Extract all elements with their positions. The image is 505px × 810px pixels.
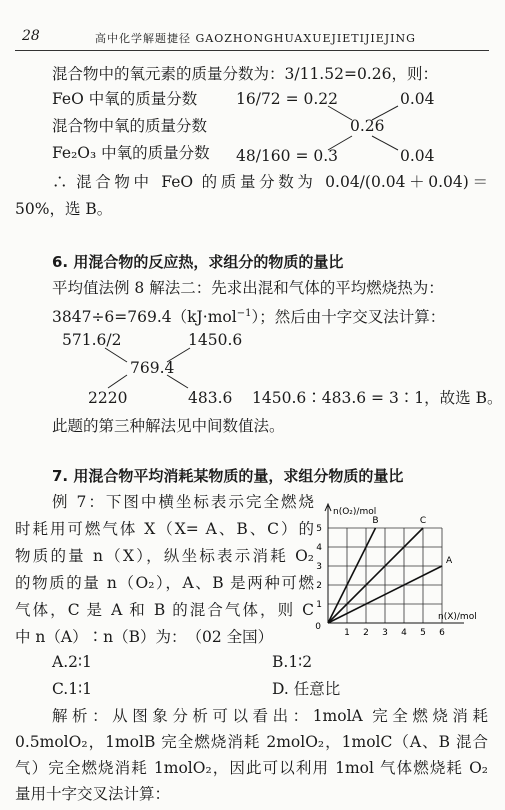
series-line-b xyxy=(328,528,376,623)
section-heading: 7. 用混合物平均消耗某物质的量，求组分物质的量比 xyxy=(52,467,404,485)
example-line: 时耗用可燃气体 X（X= A、B、C）的 xyxy=(15,520,314,538)
section-heading: 6. 用混合物的反应热，求组分的物质的量比 xyxy=(52,253,344,271)
cross-lines-2 xyxy=(0,300,505,420)
example-line: 例 7：下图中横坐标表示完全燃烧 xyxy=(52,493,314,511)
cross-lines-1 xyxy=(0,0,505,200)
cross-diff-top: 0.04 xyxy=(400,90,435,108)
analysis-line: 量用十字交叉法计算： xyxy=(15,785,171,803)
series-label-c: C xyxy=(419,516,427,526)
analysis-line: 0.5molO₂，1molB 完全燃烧消耗 2molO₂，1molC（A、B 混合 xyxy=(15,733,488,751)
example-line: 中 n（A）∶n（B）为： （02 全国） xyxy=(15,628,274,646)
x-tick-label: 1 xyxy=(344,628,350,638)
cross-diff-bottom: 0.04 xyxy=(400,147,435,165)
option-a: A.2∶1 xyxy=(52,653,92,671)
x-tick-label: 2 xyxy=(363,628,369,638)
example-line: 的物质的量 n（O₂），A、B 是两种可燃 xyxy=(15,574,314,592)
conclusion-line: ∴ 混合物中 FeO 的质量分数为 0.04/(0.04＋0.04)＝ xyxy=(52,173,488,191)
text-line: 3847÷6=769.4（kJ·mol$^{-1}$）；然后由十字交叉法计算： xyxy=(52,308,446,327)
cross-value: 571.6/2 xyxy=(62,331,122,349)
cross-label-mixture: 混合物中氧的质量分数 xyxy=(52,117,208,135)
example-line: 物质的量 n（X），纵坐标表示消耗 O₂ xyxy=(15,547,314,565)
y-axis-label: n(O₂)/mol xyxy=(333,507,377,517)
cross-value: 1450.6 xyxy=(188,331,243,349)
example-line: 气体，C 是 A 和 B 的混合气体，则 C xyxy=(15,601,314,619)
x-tick-label: 5 xyxy=(420,628,426,638)
y-tick-label: 2 xyxy=(316,581,322,591)
option-c: C.1∶1 xyxy=(52,680,92,698)
y-tick-label: 1 xyxy=(316,600,322,610)
option-b: B.1∶2 xyxy=(272,653,313,671)
option-d: D. 任意比 xyxy=(272,680,341,698)
cross-value-mid: 769.4 xyxy=(130,359,175,377)
text-line: 平均值法例 8 解法二：先求出混和气体的平均燃烧热为： xyxy=(52,279,444,297)
series-line-c xyxy=(328,528,423,623)
cross-value-fe2o3: 48/160 = 0.3 xyxy=(236,147,339,165)
x-tick-label: 6 xyxy=(439,628,445,638)
page-number: 28 xyxy=(22,28,40,44)
y-tick-label: 3 xyxy=(316,562,322,572)
chart xyxy=(300,495,500,650)
running-header: 高中化学解题捷径 GAOZHONGHUAXUEJIETIJIEJING xyxy=(95,32,416,45)
y-tick-label: 5 xyxy=(316,524,322,534)
x-axis-label: n(X)/mol xyxy=(438,612,477,622)
conclusion-line: 50%，选 B。 xyxy=(15,200,113,218)
analysis-line: 气）完全燃烧消耗 1molO₂，因此可以利用 1mol 气体燃烧耗 O₂ xyxy=(15,759,488,777)
cross-label-fe2o3: Fe₂O₃ 中氧的质量分数 xyxy=(52,144,210,162)
cross-value: 2220 xyxy=(88,389,128,407)
x-tick-label: 4 xyxy=(401,628,407,638)
cross-result: 1450.6∶483.6 = 3∶1，故选 B。 xyxy=(252,389,503,407)
cross-value: 483.6 xyxy=(188,389,233,407)
cross-value-mixture: 0.26 xyxy=(350,117,385,135)
origin-label: 0 xyxy=(315,622,321,632)
text-line: 此题的第三种解法见中间数值法。 xyxy=(52,417,285,435)
series-label-b: B xyxy=(372,516,379,526)
analysis-line: 解析：从图象分析可以看出：1molA 完全燃烧消耗 xyxy=(52,707,488,725)
cross-value-feo: 16/72 = 0.22 xyxy=(236,90,339,108)
series-label-a: A xyxy=(446,556,453,566)
x-tick-label: 3 xyxy=(382,628,388,638)
cross-label-feo: FeO 中氧的质量分数 xyxy=(52,90,198,108)
y-tick-label: 4 xyxy=(316,543,322,553)
text-line: 混合物中的氧元素的质量分数为：3/11.52=0.26，则： xyxy=(52,65,438,83)
